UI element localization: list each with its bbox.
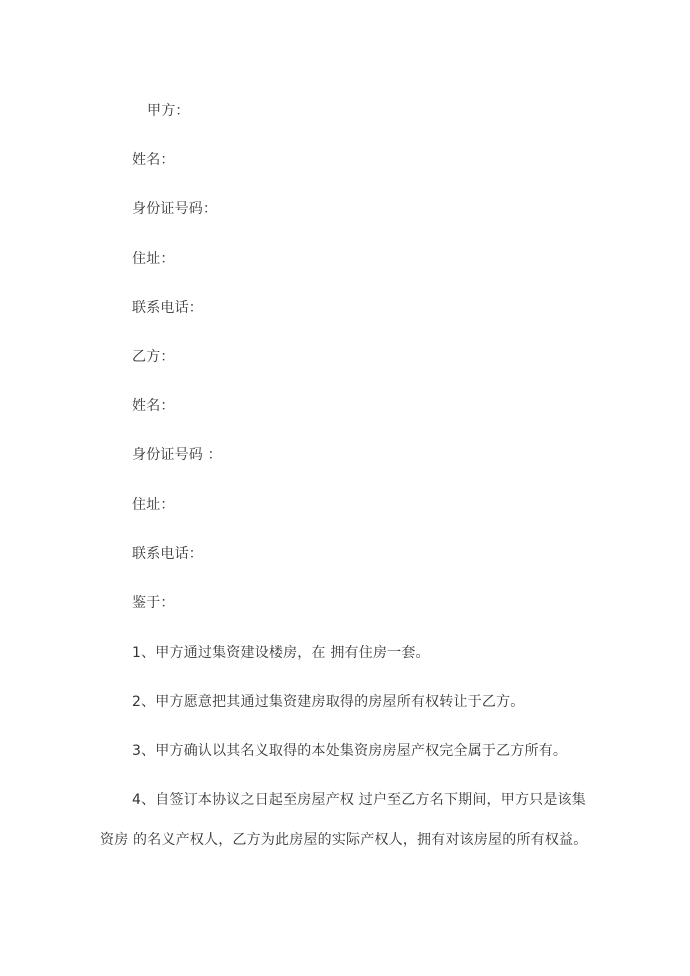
clause-4: 4、自签订本协议之日起至房屋产权 过户至乙方名下期间，甲方只是该集	[132, 792, 586, 808]
clause-2: 2、甲方愿意把其通过集资建房取得的房屋所有权转让于乙方。	[132, 694, 525, 710]
whereas-label: 鉴于：	[132, 595, 175, 611]
party-a-heading: 甲方：	[147, 103, 190, 119]
party-b-id-label: 身份证号码 ：	[132, 447, 222, 463]
party-a-phone-label: 联系电话：	[132, 300, 203, 316]
party-b-phone-label: 联系电话：	[132, 546, 203, 562]
party-b-address-label: 住址：	[132, 497, 175, 513]
party-b-heading: 乙方：	[132, 349, 175, 365]
clause-1: 1、甲方通过集资建设楼房，在 拥有住房一套。	[132, 645, 430, 661]
party-a-id-label: 身份证号码：	[132, 201, 218, 217]
party-a-address-label: 住址：	[132, 251, 175, 267]
party-b-name-label: 姓名：	[132, 398, 175, 414]
clause-3: 3、甲方确认以其名义取得的本处集资房房屋产权完全属于乙方所有。	[132, 743, 568, 759]
party-a-name-label: 姓名：	[132, 152, 175, 168]
clause-4-continuation: 资房 的名义产权人，乙方为此房屋的实际产权人，拥有对该房屋的所有权益。	[100, 832, 588, 848]
